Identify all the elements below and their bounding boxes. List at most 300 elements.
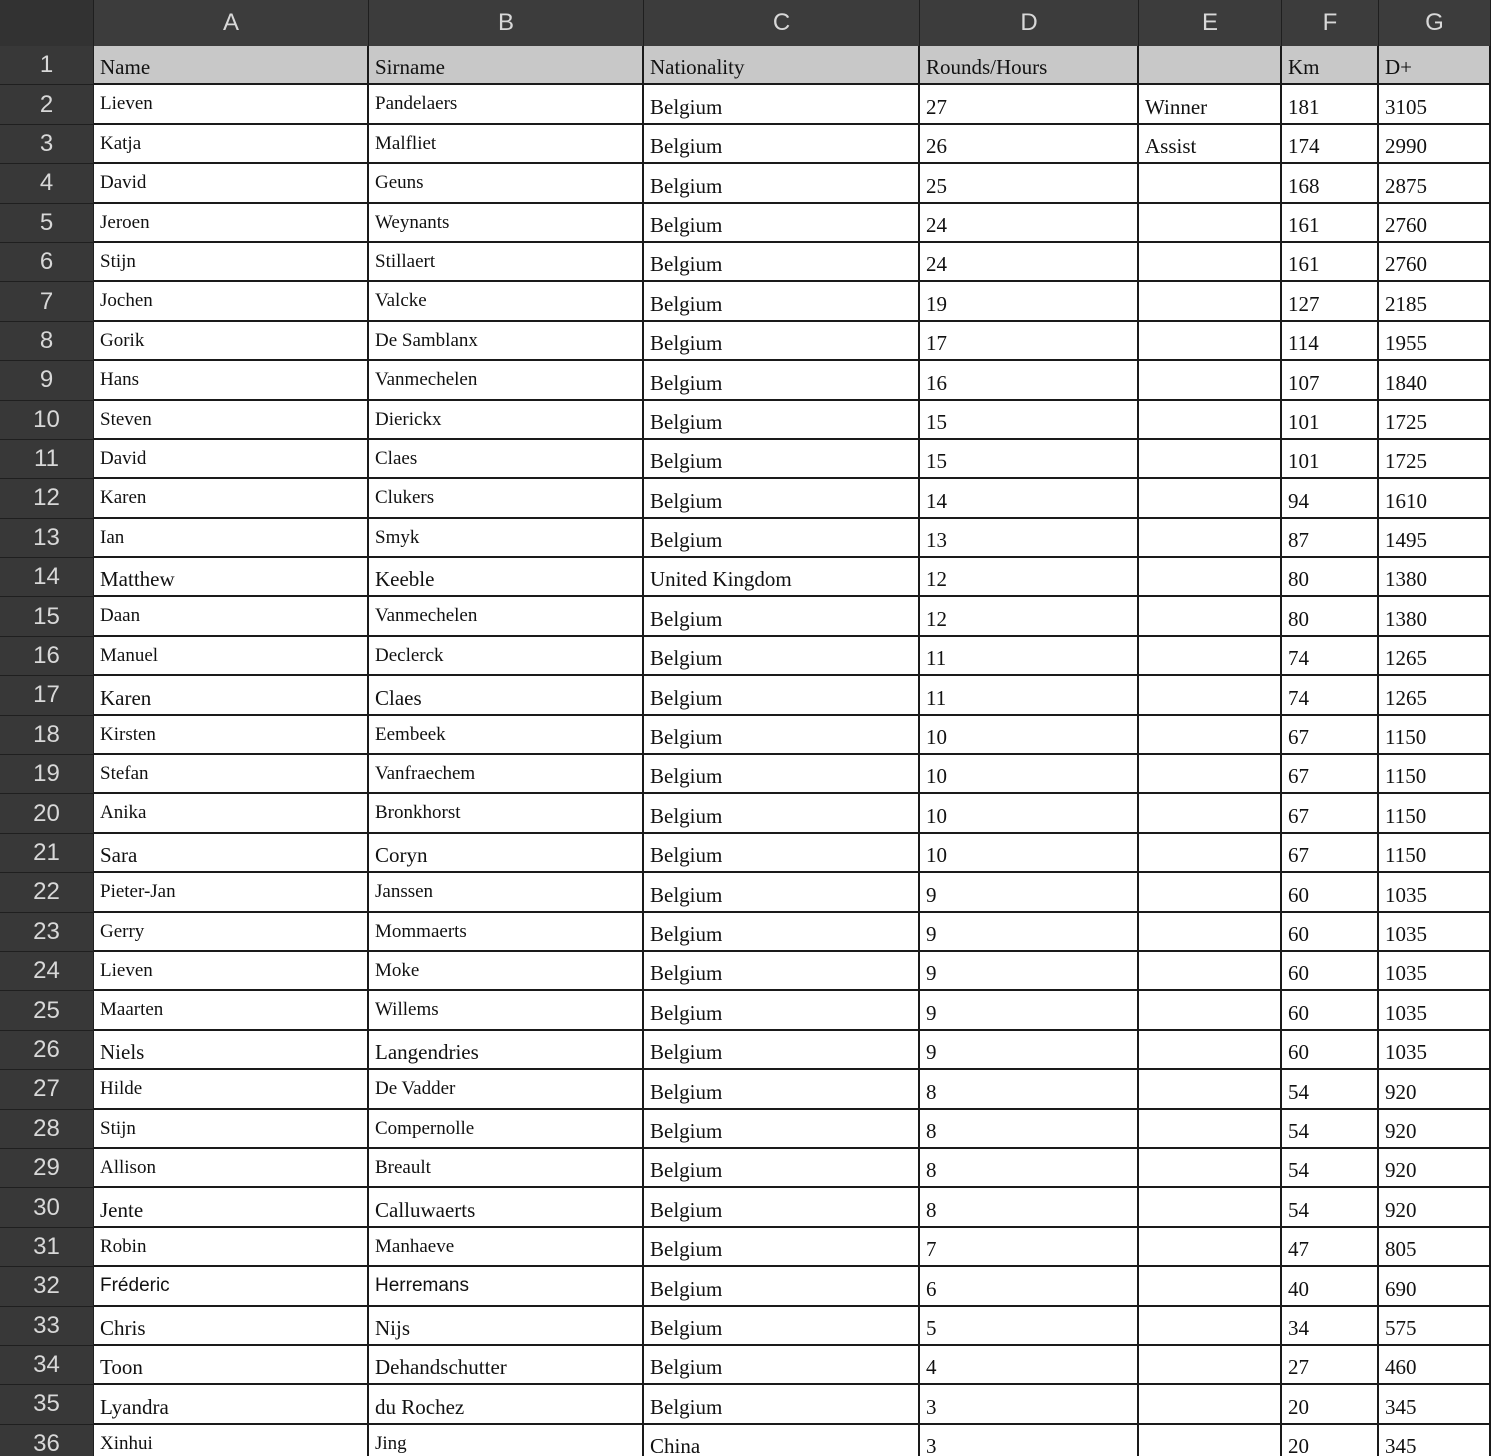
cell-elevation[interactable]: 805: [1379, 1228, 1491, 1267]
header-cell-km[interactable]: Km: [1282, 46, 1379, 85]
header-cell-blank[interactable]: [1139, 46, 1282, 85]
cell-km[interactable]: 60: [1282, 952, 1379, 991]
cell-role[interactable]: [1139, 637, 1282, 676]
row-number[interactable]: 26: [0, 1031, 94, 1070]
cell-km[interactable]: 67: [1282, 834, 1379, 873]
cell-sirname[interactable]: Clukers: [369, 479, 644, 518]
cell-nationality[interactable]: Belgium: [644, 1188, 920, 1227]
cell-name[interactable]: Jente: [94, 1188, 369, 1227]
cell-nationality[interactable]: United Kingdom: [644, 558, 920, 597]
cell-nationality[interactable]: China: [644, 1425, 920, 1456]
cell-nationality[interactable]: Belgium: [644, 873, 920, 912]
cell-elevation[interactable]: 2760: [1379, 243, 1491, 282]
cell-name[interactable]: Stijn: [94, 1110, 369, 1149]
cell-name[interactable]: Manuel: [94, 637, 369, 676]
row-number[interactable]: 30: [0, 1188, 94, 1227]
row-number[interactable]: 1: [0, 46, 94, 85]
cell-km[interactable]: 54: [1282, 1110, 1379, 1149]
cell-rounds-hours[interactable]: 14: [920, 479, 1139, 518]
cell-sirname[interactable]: Calluwaerts: [369, 1188, 644, 1227]
cell-sirname[interactable]: Claes: [369, 676, 644, 715]
cell-nationality[interactable]: Belgium: [644, 716, 920, 755]
cell-name[interactable]: Toon: [94, 1346, 369, 1385]
cell-sirname[interactable]: Geuns: [369, 164, 644, 203]
row-number[interactable]: 20: [0, 794, 94, 833]
cell-rounds-hours[interactable]: 8: [920, 1070, 1139, 1109]
cell-name[interactable]: Kirsten: [94, 716, 369, 755]
cell-name[interactable]: Matthew: [94, 558, 369, 597]
cell-nationality[interactable]: Belgium: [644, 913, 920, 952]
cell-sirname[interactable]: Nijs: [369, 1307, 644, 1346]
column-header-d[interactable]: D: [920, 0, 1139, 46]
cell-role[interactable]: [1139, 401, 1282, 440]
cell-role[interactable]: [1139, 1110, 1282, 1149]
cell-sirname[interactable]: Coryn: [369, 834, 644, 873]
row-number[interactable]: 17: [0, 676, 94, 715]
cell-rounds-hours[interactable]: 6: [920, 1267, 1139, 1306]
cell-elevation[interactable]: 2990: [1379, 125, 1491, 164]
column-header-f[interactable]: F: [1282, 0, 1379, 46]
cell-name[interactable]: Jeroen: [94, 204, 369, 243]
cell-name[interactable]: Sara: [94, 834, 369, 873]
cell-elevation[interactable]: 1035: [1379, 873, 1491, 912]
table-row: [0, 1149, 1491, 1188]
cell-elevation[interactable]: 920: [1379, 1149, 1491, 1188]
cell-rounds-hours[interactable]: 12: [920, 597, 1139, 636]
cell-elevation[interactable]: 920: [1379, 1188, 1491, 1227]
cell-km[interactable]: 67: [1282, 716, 1379, 755]
cell-name[interactable]: Allison: [94, 1149, 369, 1188]
cell-name[interactable]: Karen: [94, 676, 369, 715]
cell-rounds-hours[interactable]: 26: [920, 125, 1139, 164]
cell-elevation[interactable]: 460: [1379, 1346, 1491, 1385]
cell-sirname[interactable]: Dierickx: [369, 401, 644, 440]
header-cell-rounds-hours[interactable]: Rounds/Hours: [920, 46, 1139, 85]
cell-km[interactable]: 101: [1282, 440, 1379, 479]
cell-rounds-hours[interactable]: 5: [920, 1307, 1139, 1346]
cell-sirname[interactable]: Janssen: [369, 873, 644, 912]
cell-rounds-hours[interactable]: 9: [920, 991, 1139, 1030]
cell-sirname[interactable]: De Vadder: [369, 1070, 644, 1109]
cell-name[interactable]: Stijn: [94, 243, 369, 282]
cell-km[interactable]: 34: [1282, 1307, 1379, 1346]
cell-nationality[interactable]: Belgium: [644, 479, 920, 518]
row-number[interactable]: 18: [0, 716, 94, 755]
cell-nationality[interactable]: Belgium: [644, 676, 920, 715]
column-header-g[interactable]: G: [1379, 0, 1491, 46]
cell-name[interactable]: Stefan: [94, 755, 369, 794]
cell-elevation[interactable]: 1380: [1379, 597, 1491, 636]
cell-rounds-hours[interactable]: 17: [920, 322, 1139, 361]
cell-name[interactable]: Lyandra: [94, 1385, 369, 1424]
row-number[interactable]: 9: [0, 361, 94, 400]
cell-sirname[interactable]: Declerck: [369, 637, 644, 676]
cell-km[interactable]: 174: [1282, 125, 1379, 164]
row-number[interactable]: 4: [0, 164, 94, 203]
cell-role[interactable]: [1139, 519, 1282, 558]
row-number[interactable]: 22: [0, 873, 94, 912]
cell-sirname[interactable]: Vanmechelen: [369, 361, 644, 400]
cell-sirname[interactable]: Claes: [369, 440, 644, 479]
cell-rounds-hours[interactable]: 12: [920, 558, 1139, 597]
cell-nationality[interactable]: Belgium: [644, 1385, 920, 1424]
cell-km[interactable]: 40: [1282, 1267, 1379, 1306]
cell-name[interactable]: Pieter-Jan: [94, 873, 369, 912]
cell-km[interactable]: 80: [1282, 558, 1379, 597]
cell-km[interactable]: 54: [1282, 1149, 1379, 1188]
cell-nationality[interactable]: Belgium: [644, 1267, 920, 1306]
cell-elevation[interactable]: 1150: [1379, 716, 1491, 755]
cell-km[interactable]: 60: [1282, 1031, 1379, 1070]
cell-sirname[interactable]: Manhaeve: [369, 1228, 644, 1267]
cell-role[interactable]: [1139, 558, 1282, 597]
cell-role[interactable]: [1139, 322, 1282, 361]
cell-name[interactable]: Gorik: [94, 322, 369, 361]
row-number[interactable]: 2: [0, 85, 94, 124]
cell-role[interactable]: [1139, 794, 1282, 833]
cell-elevation[interactable]: 1150: [1379, 834, 1491, 873]
cell-nationality[interactable]: Belgium: [644, 755, 920, 794]
cell-rounds-hours[interactable]: 10: [920, 834, 1139, 873]
cell-elevation[interactable]: 575: [1379, 1307, 1491, 1346]
cell-nationality[interactable]: Belgium: [644, 401, 920, 440]
cell-sirname[interactable]: Smyk: [369, 519, 644, 558]
cell-name[interactable]: Ian: [94, 519, 369, 558]
cell-nationality[interactable]: Belgium: [644, 1346, 920, 1385]
cell-elevation[interactable]: 1035: [1379, 1031, 1491, 1070]
cell-role[interactable]: [1139, 676, 1282, 715]
cell-name[interactable]: Anika: [94, 794, 369, 833]
cell-km[interactable]: 20: [1282, 1385, 1379, 1424]
cell-rounds-hours[interactable]: 9: [920, 873, 1139, 912]
select-all-corner[interactable]: [0, 0, 94, 46]
cell-elevation[interactable]: 1265: [1379, 637, 1491, 676]
cell-elevation[interactable]: 1035: [1379, 952, 1491, 991]
cell-sirname[interactable]: Malfliet: [369, 125, 644, 164]
cell-name[interactable]: Karen: [94, 479, 369, 518]
cell-role[interactable]: Assist: [1139, 125, 1282, 164]
row-number[interactable]: 23: [0, 913, 94, 952]
cell-nationality[interactable]: Belgium: [644, 1070, 920, 1109]
cell-role[interactable]: [1139, 1188, 1282, 1227]
column-header-b[interactable]: B: [369, 0, 644, 46]
cell-km[interactable]: 20: [1282, 1425, 1379, 1456]
cell-sirname[interactable]: Pandelaers: [369, 85, 644, 124]
row-number[interactable]: 7: [0, 282, 94, 321]
cell-sirname[interactable]: Moke: [369, 952, 644, 991]
cell-km[interactable]: 67: [1282, 755, 1379, 794]
cell-nationality[interactable]: Belgium: [644, 322, 920, 361]
cell-nationality[interactable]: Belgium: [644, 991, 920, 1030]
cell-name[interactable]: Xinhui: [94, 1425, 369, 1456]
cell-km[interactable]: 87: [1282, 519, 1379, 558]
cell-elevation[interactable]: 920: [1379, 1070, 1491, 1109]
cell-rounds-hours[interactable]: 27: [920, 85, 1139, 124]
cell-name[interactable]: Niels: [94, 1031, 369, 1070]
cell-elevation[interactable]: 1610: [1379, 479, 1491, 518]
cell-name[interactable]: Hans: [94, 361, 369, 400]
cell-km[interactable]: 107: [1282, 361, 1379, 400]
cell-rounds-hours[interactable]: 24: [920, 204, 1139, 243]
cell-km[interactable]: 127: [1282, 282, 1379, 321]
row-number[interactable]: 36: [0, 1425, 94, 1456]
cell-rounds-hours[interactable]: 4: [920, 1346, 1139, 1385]
cell-km[interactable]: 80: [1282, 597, 1379, 636]
cell-sirname[interactable]: Valcke: [369, 282, 644, 321]
cell-role[interactable]: Winner: [1139, 85, 1282, 124]
cell-role[interactable]: [1139, 1149, 1282, 1188]
cell-nationality[interactable]: Belgium: [644, 440, 920, 479]
cell-nationality[interactable]: Belgium: [644, 597, 920, 636]
cell-nationality[interactable]: Belgium: [644, 1228, 920, 1267]
cell-km[interactable]: 101: [1282, 401, 1379, 440]
cell-elevation[interactable]: 3105: [1379, 85, 1491, 124]
cell-sirname[interactable]: Compernolle: [369, 1110, 644, 1149]
cell-km[interactable]: 114: [1282, 322, 1379, 361]
cell-sirname[interactable]: du Rochez: [369, 1385, 644, 1424]
cell-role[interactable]: [1139, 204, 1282, 243]
cell-km[interactable]: 47: [1282, 1228, 1379, 1267]
cell-role[interactable]: [1139, 1267, 1282, 1306]
cell-km[interactable]: 27: [1282, 1346, 1379, 1385]
cell-km[interactable]: 74: [1282, 637, 1379, 676]
cell-name[interactable]: Daan: [94, 597, 369, 636]
cell-nationality[interactable]: Belgium: [644, 1149, 920, 1188]
cell-sirname[interactable]: Bronkhorst: [369, 794, 644, 833]
header-cell-nationality[interactable]: Nationality: [644, 46, 920, 85]
cell-name[interactable]: Chris: [94, 1307, 369, 1346]
row-number[interactable]: 8: [0, 322, 94, 361]
cell-name[interactable]: Hilde: [94, 1070, 369, 1109]
cell-role[interactable]: [1139, 1425, 1282, 1456]
cell-nationality[interactable]: Belgium: [644, 637, 920, 676]
cell-sirname[interactable]: Willems: [369, 991, 644, 1030]
cell-km[interactable]: 74: [1282, 676, 1379, 715]
cell-elevation[interactable]: 1725: [1379, 440, 1491, 479]
cell-role[interactable]: [1139, 991, 1282, 1030]
cell-rounds-hours[interactable]: 15: [920, 440, 1139, 479]
row-number[interactable]: 29: [0, 1149, 94, 1188]
cell-sirname[interactable]: Langendries: [369, 1031, 644, 1070]
row-number[interactable]: 3: [0, 125, 94, 164]
cell-nationality[interactable]: Belgium: [644, 519, 920, 558]
row-number[interactable]: 34: [0, 1346, 94, 1385]
cell-nationality[interactable]: Belgium: [644, 164, 920, 203]
cell-role[interactable]: [1139, 1228, 1282, 1267]
cell-sirname[interactable]: Vanfraechem: [369, 755, 644, 794]
cell-sirname[interactable]: Dehandschutter: [369, 1346, 644, 1385]
cell-nationality[interactable]: Belgium: [644, 243, 920, 282]
row-number[interactable]: 12: [0, 479, 94, 518]
cell-name[interactable]: Lieven: [94, 952, 369, 991]
cell-role[interactable]: [1139, 1031, 1282, 1070]
cell-name[interactable]: Katja: [94, 125, 369, 164]
cell-km[interactable]: 168: [1282, 164, 1379, 203]
row-number[interactable]: 31: [0, 1228, 94, 1267]
cell-name[interactable]: Steven: [94, 401, 369, 440]
cell-role[interactable]: [1139, 1385, 1282, 1424]
cell-nationality[interactable]: Belgium: [644, 794, 920, 833]
cell-rounds-hours[interactable]: 3: [920, 1425, 1139, 1456]
cell-elevation[interactable]: 1840: [1379, 361, 1491, 400]
column-header-a[interactable]: A: [94, 0, 369, 46]
row-number[interactable]: 32: [0, 1267, 94, 1306]
cell-km[interactable]: 94: [1282, 479, 1379, 518]
cell-elevation[interactable]: 1035: [1379, 991, 1491, 1030]
cell-km[interactable]: 54: [1282, 1070, 1379, 1109]
cell-rounds-hours[interactable]: 8: [920, 1188, 1139, 1227]
cell-role[interactable]: [1139, 873, 1282, 912]
row-number[interactable]: 33: [0, 1307, 94, 1346]
cell-role[interactable]: [1139, 361, 1282, 400]
cell-rounds-hours[interactable]: 3: [920, 1385, 1139, 1424]
cell-role[interactable]: [1139, 243, 1282, 282]
cell-elevation[interactable]: 690: [1379, 1267, 1491, 1306]
table-row: [0, 834, 1491, 873]
cell-role[interactable]: [1139, 164, 1282, 203]
cell-km[interactable]: 67: [1282, 794, 1379, 833]
cell-elevation[interactable]: 1380: [1379, 558, 1491, 597]
cell-nationality[interactable]: Belgium: [644, 204, 920, 243]
cell-elevation[interactable]: 920: [1379, 1110, 1491, 1149]
cell-rounds-hours[interactable]: 10: [920, 755, 1139, 794]
cell-name[interactable]: Jochen: [94, 282, 369, 321]
cell-nationality[interactable]: Belgium: [644, 1307, 920, 1346]
cell-role[interactable]: [1139, 913, 1282, 952]
cell-sirname[interactable]: Herremans: [369, 1267, 644, 1306]
cell-elevation[interactable]: 2760: [1379, 204, 1491, 243]
cell-role[interactable]: [1139, 1307, 1282, 1346]
row-number[interactable]: 19: [0, 755, 94, 794]
cell-nationality[interactable]: Belgium: [644, 85, 920, 124]
cell-nationality[interactable]: Belgium: [644, 952, 920, 991]
cell-rounds-hours[interactable]: 25: [920, 164, 1139, 203]
cell-sirname[interactable]: Stillaert: [369, 243, 644, 282]
cell-role[interactable]: [1139, 1070, 1282, 1109]
cell-name[interactable]: David: [94, 440, 369, 479]
cell-rounds-hours[interactable]: 24: [920, 243, 1139, 282]
column-header-e[interactable]: E: [1139, 0, 1282, 46]
table-row: [0, 1110, 1491, 1149]
cell-nationality[interactable]: Belgium: [644, 361, 920, 400]
cell-elevation[interactable]: 1955: [1379, 322, 1491, 361]
cell-elevation[interactable]: 1265: [1379, 676, 1491, 715]
cell-role[interactable]: [1139, 952, 1282, 991]
row-number[interactable]: 10: [0, 401, 94, 440]
cell-km[interactable]: 161: [1282, 204, 1379, 243]
cell-rounds-hours[interactable]: 8: [920, 1149, 1139, 1188]
cell-sirname[interactable]: Breault: [369, 1149, 644, 1188]
cell-nationality[interactable]: Belgium: [644, 282, 920, 321]
row-number[interactable]: 15: [0, 597, 94, 636]
cell-sirname[interactable]: Mommaerts: [369, 913, 644, 952]
cell-sirname[interactable]: Weynants: [369, 204, 644, 243]
table-row: [0, 1031, 1491, 1070]
cell-rounds-hours[interactable]: 19: [920, 282, 1139, 321]
cell-rounds-hours[interactable]: 13: [920, 519, 1139, 558]
cell-km[interactable]: 181: [1282, 85, 1379, 124]
cell-nationality[interactable]: Belgium: [644, 125, 920, 164]
cell-name[interactable]: Fréderic: [94, 1267, 369, 1306]
cell-km[interactable]: 60: [1282, 873, 1379, 912]
cell-nationality[interactable]: Belgium: [644, 1031, 920, 1070]
cell-sirname[interactable]: Jing: [369, 1425, 644, 1456]
cell-sirname[interactable]: De Samblanx: [369, 322, 644, 361]
cell-role[interactable]: [1139, 755, 1282, 794]
header-cell-name[interactable]: Name: [94, 46, 369, 85]
cell-km[interactable]: 60: [1282, 913, 1379, 952]
cell-elevation[interactable]: 345: [1379, 1385, 1491, 1424]
cell-role[interactable]: [1139, 282, 1282, 321]
cell-role[interactable]: [1139, 716, 1282, 755]
cell-km[interactable]: 161: [1282, 243, 1379, 282]
cell-elevation[interactable]: 2185: [1379, 282, 1491, 321]
row-number[interactable]: 24: [0, 952, 94, 991]
cell-role[interactable]: [1139, 440, 1282, 479]
cell-rounds-hours[interactable]: 9: [920, 1031, 1139, 1070]
cell-nationality[interactable]: Belgium: [644, 834, 920, 873]
row-number[interactable]: 5: [0, 204, 94, 243]
cell-elevation[interactable]: 2875: [1379, 164, 1491, 203]
cell-km[interactable]: 54: [1282, 1188, 1379, 1227]
cell-elevation[interactable]: 1495: [1379, 519, 1491, 558]
column-header-c[interactable]: C: [644, 0, 920, 46]
row-number[interactable]: 14: [0, 558, 94, 597]
cell-sirname[interactable]: Keeble: [369, 558, 644, 597]
cell-rounds-hours[interactable]: 11: [920, 676, 1139, 715]
cell-name[interactable]: Gerry: [94, 913, 369, 952]
cell-sirname[interactable]: Vanmechelen: [369, 597, 644, 636]
cell-name[interactable]: Maarten: [94, 991, 369, 1030]
cell-rounds-hours[interactable]: 10: [920, 794, 1139, 833]
cell-rounds-hours[interactable]: 15: [920, 401, 1139, 440]
cell-rounds-hours[interactable]: 9: [920, 952, 1139, 991]
cell-rounds-hours[interactable]: 7: [920, 1228, 1139, 1267]
cell-elevation[interactable]: 1150: [1379, 794, 1491, 833]
cell-name[interactable]: Lieven: [94, 85, 369, 124]
row-number[interactable]: 28: [0, 1110, 94, 1149]
cell-rounds-hours[interactable]: 10: [920, 716, 1139, 755]
cell-elevation[interactable]: 1725: [1379, 401, 1491, 440]
row-number[interactable]: 16: [0, 637, 94, 676]
row-number[interactable]: 13: [0, 519, 94, 558]
row-number[interactable]: 21: [0, 834, 94, 873]
cell-nationality[interactable]: Belgium: [644, 1110, 920, 1149]
row-number[interactable]: 35: [0, 1385, 94, 1424]
cell-elevation[interactable]: 345: [1379, 1425, 1491, 1456]
row-number[interactable]: 25: [0, 991, 94, 1030]
cell-rounds-hours[interactable]: 11: [920, 637, 1139, 676]
row-number[interactable]: 6: [0, 243, 94, 282]
cell-role[interactable]: [1139, 597, 1282, 636]
row-number[interactable]: 11: [0, 440, 94, 479]
cell-rounds-hours[interactable]: 8: [920, 1110, 1139, 1149]
cell-rounds-hours[interactable]: 9: [920, 913, 1139, 952]
cell-name[interactable]: Robin: [94, 1228, 369, 1267]
cell-sirname[interactable]: Eembeek: [369, 716, 644, 755]
header-cell-sirname[interactable]: Sirname: [369, 46, 644, 85]
cell-km[interactable]: 60: [1282, 991, 1379, 1030]
header-cell-elevation[interactable]: D+: [1379, 46, 1491, 85]
cell-elevation[interactable]: 1035: [1379, 913, 1491, 952]
cell-rounds-hours[interactable]: 16: [920, 361, 1139, 400]
cell-role[interactable]: [1139, 1346, 1282, 1385]
cell-name[interactable]: David: [94, 164, 369, 203]
row-number[interactable]: 27: [0, 1070, 94, 1109]
cell-elevation[interactable]: 1150: [1379, 755, 1491, 794]
cell-role[interactable]: [1139, 479, 1282, 518]
cell-role[interactable]: [1139, 834, 1282, 873]
